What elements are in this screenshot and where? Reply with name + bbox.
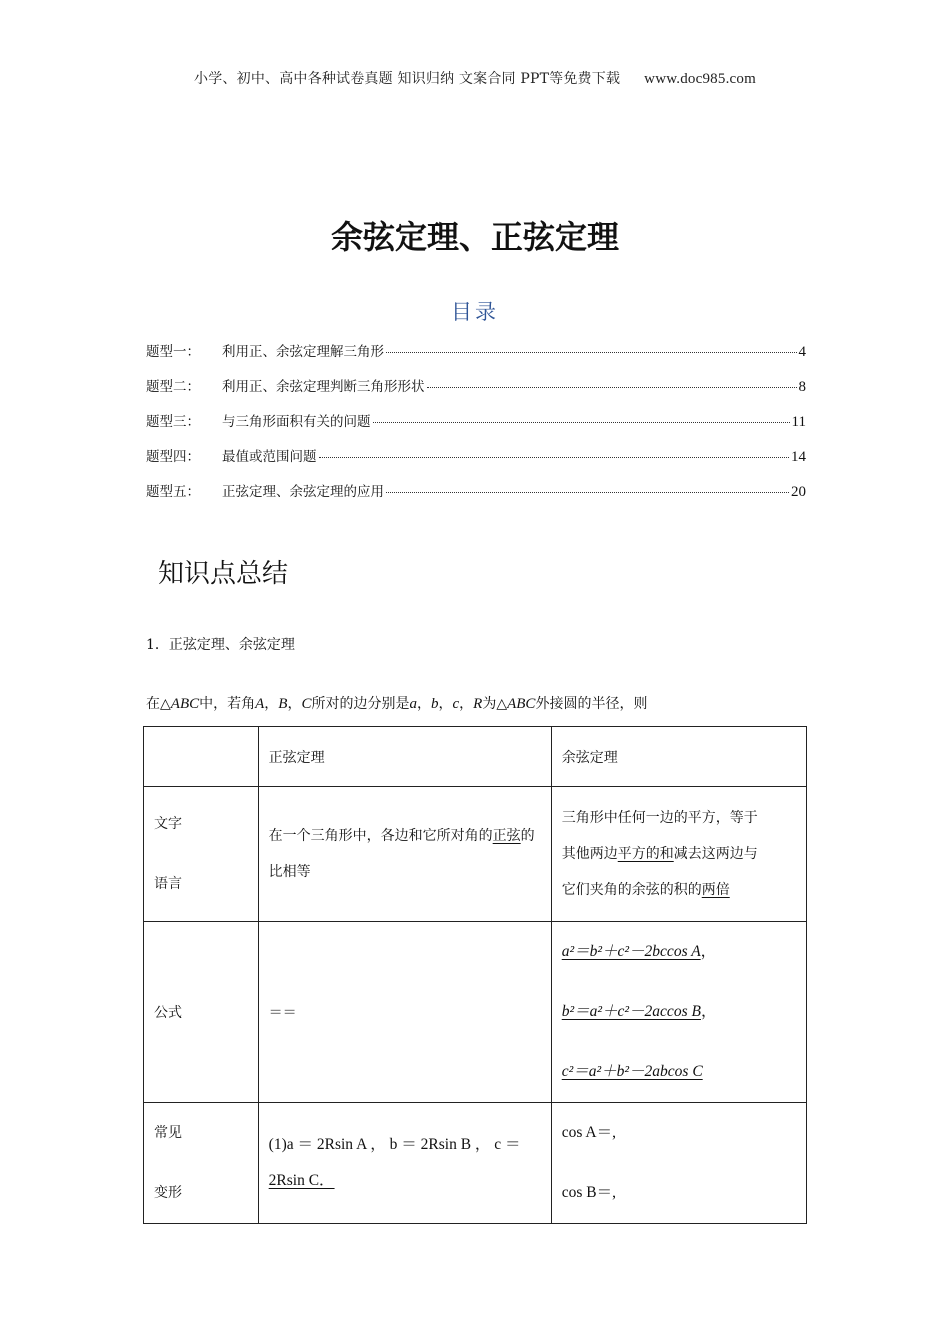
label-line: 常见	[154, 1125, 182, 1141]
intro-sep: ，	[459, 696, 474, 712]
sine-text-part: 的比相等	[268, 828, 535, 880]
toc-item-page: 14	[791, 449, 806, 465]
intro-var: C	[301, 696, 312, 712]
sine-formula-cell: ＝＝	[258, 922, 551, 1103]
toc-item-text: 正弦定理、余弦定理的应用	[222, 484, 384, 500]
toc-item-text: 利用正、余弦定理解三角形	[222, 344, 384, 360]
sine-variant-line: (1)a ＝ 2Rsin A ， b ＝ 2Rsin B ， c ＝	[268, 1136, 521, 1153]
cosine-text-cell	[551, 787, 806, 922]
cos-underlined: 两倍	[701, 882, 730, 898]
cos-underlined: 平方的和	[617, 846, 674, 862]
formula-comma: ，	[700, 1003, 717, 1020]
header-url[interactable]: www.doc985.com	[644, 71, 756, 87]
intro-var: B	[278, 696, 288, 712]
header-cell-empty	[144, 727, 259, 787]
toc-item[interactable]	[146, 340, 806, 375]
table-row-text	[144, 787, 807, 922]
toc-item-page: 11	[791, 414, 806, 430]
cos-text-line: 三角形中任何一边的平方，等于	[561, 810, 758, 826]
toc-heading: 目录	[451, 300, 499, 324]
cosine-variant-cell	[551, 1103, 806, 1224]
toc-item-text: 与三角形面积有关的问题	[222, 414, 371, 430]
toc-leader-dots	[427, 387, 797, 388]
toc-item-label: 题型二：	[146, 379, 200, 395]
intro-var: b	[430, 696, 439, 712]
toc-item[interactable]	[146, 375, 806, 410]
toc-item-page: 4	[798, 344, 806, 360]
table-row-formula	[144, 922, 807, 1103]
header-cell-sine: 正弦定理	[258, 727, 551, 787]
label-line: 变形	[154, 1185, 182, 1201]
cos-text-part: 它们夹角的余弦的积的	[561, 882, 702, 898]
toc-item-text: 利用正、余弦定理判断三角形形状	[222, 379, 425, 395]
intro-sep: ，	[438, 696, 453, 712]
toc-leader-dots	[386, 492, 789, 493]
intro-part: 为△	[482, 696, 508, 712]
cos-formula-line	[562, 982, 796, 1042]
sine-variant-underlined: 2Rsin C．	[268, 1172, 335, 1189]
cos-formula: c²＝a²＋b²－2abcos C	[561, 1063, 703, 1080]
cos-formula-line	[562, 922, 796, 982]
intro-part: 所对的边分别是	[311, 696, 410, 712]
toc-item-label: 题型一：	[146, 344, 200, 360]
intro-sep: ，	[416, 696, 431, 712]
cos-formula: b²＝a²＋c²－2accos B	[561, 1003, 701, 1020]
toc-item-label: 题型四：	[146, 449, 200, 465]
cos-variant-line: cos B＝,	[561, 1184, 616, 1201]
intro-var: c	[452, 696, 460, 712]
subheading: 1．正弦定理、余弦定理	[146, 637, 295, 653]
document-title: 余弦定理、正弦定理	[330, 218, 619, 256]
cos-text-line	[562, 836, 796, 872]
toc-item-text: 最值或范围问题	[222, 449, 317, 465]
theorem-table	[143, 726, 807, 1224]
intro-var: a	[409, 696, 417, 712]
toc-item[interactable]	[146, 480, 806, 515]
cos-text-part: 其他两边	[561, 846, 618, 862]
cos-text-line	[562, 872, 796, 908]
header-text: 小学、初中、高中各种试卷真题 知识归纳 文案合同 PPT等免费下载	[194, 71, 621, 87]
toc-item-label: 题型五：	[146, 484, 200, 500]
row-label-variant	[144, 1103, 259, 1224]
page-header	[0, 68, 950, 88]
toc-item-label: 题型三：	[146, 414, 200, 430]
toc-item[interactable]	[146, 410, 806, 445]
intro-part: 在△	[146, 696, 171, 712]
intro-sep: ，	[264, 696, 279, 712]
intro-sentence	[146, 693, 647, 713]
intro-var: ABC	[170, 696, 200, 712]
table-row-variant	[144, 1103, 807, 1224]
label-line: 文字	[154, 816, 182, 832]
cos-formula-line	[562, 1042, 796, 1102]
intro-sep: ，	[287, 696, 302, 712]
intro-var: A	[255, 696, 265, 712]
section-title: 知识点总结	[158, 559, 289, 589]
sine-variant-line	[269, 1163, 541, 1199]
intro-var: R	[473, 696, 483, 712]
intro-part: 外接圆的半径，则	[535, 696, 648, 712]
toc-item[interactable]	[146, 445, 806, 480]
cos-formula: a²＝b²＋c²－2bccos A	[561, 943, 701, 960]
label-line: 语言	[154, 876, 182, 892]
row-label-formula: 公式	[144, 922, 259, 1103]
table-of-contents	[146, 340, 806, 515]
sine-variant-cell	[258, 1103, 551, 1224]
toc-item-page: 20	[791, 484, 806, 500]
toc-leader-dots	[319, 457, 790, 458]
sine-text-cell	[258, 787, 551, 922]
intro-var: ABC	[507, 696, 536, 712]
toc-leader-dots	[373, 422, 790, 423]
cos-variant-line: cos A＝,	[561, 1124, 616, 1141]
sine-underlined-word: 正弦	[492, 828, 521, 844]
intro-part: 中，若角	[199, 696, 256, 712]
cos-text-part: 减去这两边与	[673, 846, 758, 862]
header-cell-cosine: 余弦定理	[551, 727, 806, 787]
sine-text-part: 在一个三角形中，各边和它所对角的	[268, 828, 493, 844]
table-header-row	[144, 727, 807, 787]
formula-comma: ，	[700, 943, 717, 960]
toc-item-page: 8	[798, 379, 806, 395]
row-label-text	[144, 787, 259, 922]
toc-leader-dots	[386, 352, 797, 353]
cosine-formula-cell	[551, 922, 806, 1103]
